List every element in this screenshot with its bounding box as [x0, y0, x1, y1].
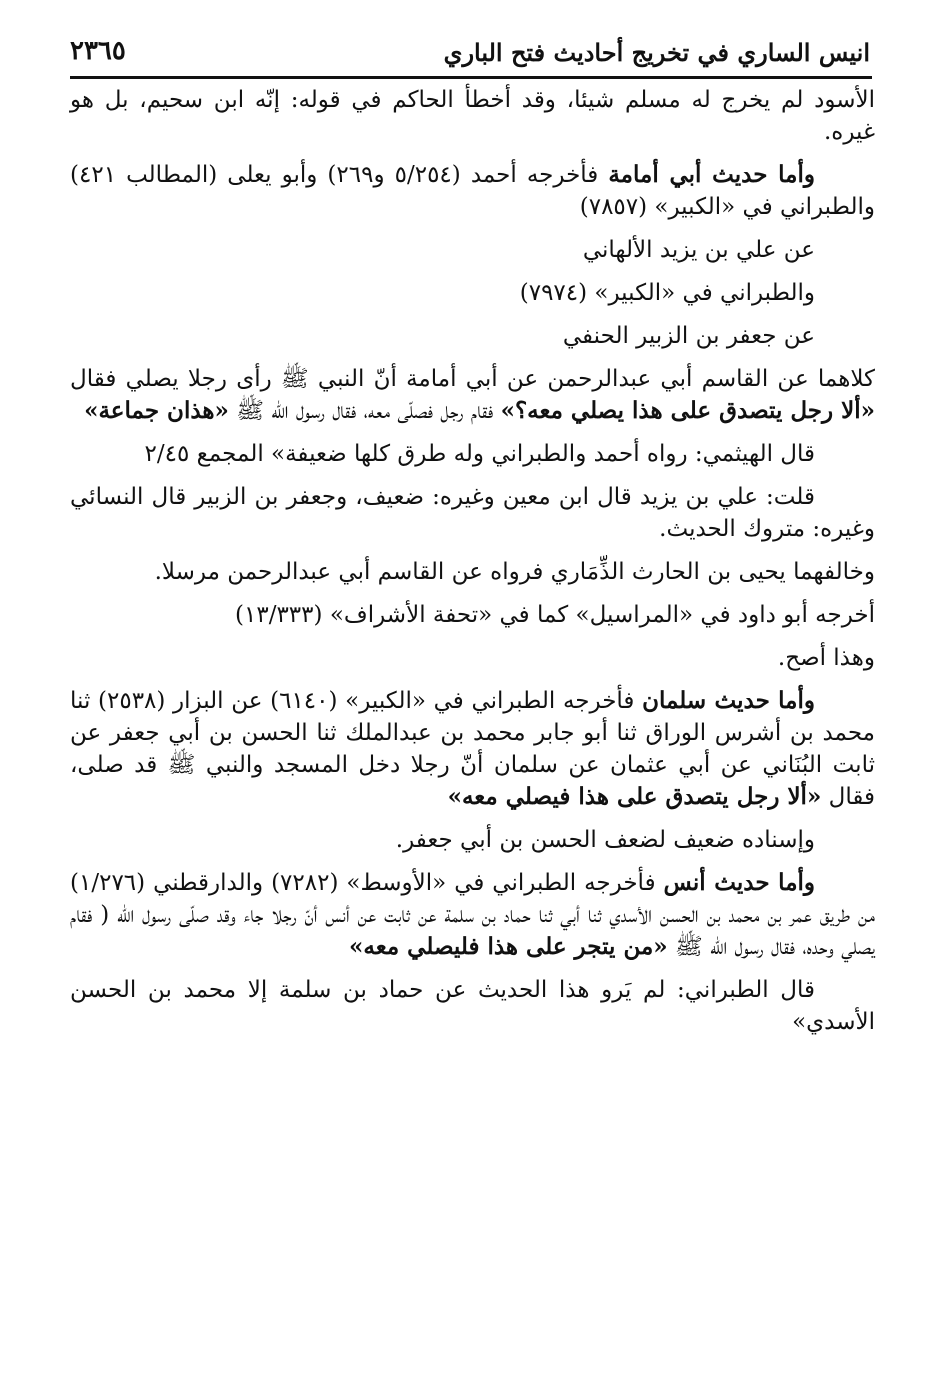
- text-run: وهذا أصح.: [777, 645, 875, 671]
- paragraph-5: [70, 320, 875, 352]
- hadith-quote: «هذان جماعة»: [84, 397, 229, 424]
- text-run: فأخرجه الطبراني في «الأوسط» (٧٢٨٢) والدارقطني (١/٢٧٦) من طريق عمر بن محمد بن الحسن الأسدي ثنا أبي ثنا حماد بن سلمة عن ثابت عن أنس أنّ رجلا جاء وقد صلّى رسول الله ( فقام يصلي وحده، فقال رسول الله ﷺ: [70, 870, 875, 960]
- paragraph-3: [70, 234, 875, 266]
- text-run: كلاهما عن القاسم أبي عبدالرحمن عن أبي أمامة أنّ النبي ﷺ رأى رجلا يصلي فقال: [70, 366, 875, 392]
- paragraph-10: [70, 599, 875, 631]
- text-run: قال الطبراني: لم يَرو هذا الحديث عن حماد بن سلمة إلا محمد بن الحسن الأسدي»: [70, 977, 875, 1035]
- paragraph-1: [70, 84, 875, 148]
- text-run: والطبراني في «الكبير» (٧٩٧٤): [519, 280, 815, 306]
- paragraph-4: [70, 277, 875, 309]
- paragraph-12: [70, 685, 875, 813]
- paragraph-6: [70, 363, 875, 427]
- header-rule: [70, 76, 872, 79]
- text-run: فأخرجه أحمد (٥/٢٥٤ و٢٦٩) وأبو يعلى (المطالب ٤٢١) والطبراني في «الكبير» (٧٨٥٧): [70, 162, 875, 220]
- hadith-quote: «ألا رجل يتصدق على هذا يصلي معه؟»: [500, 397, 875, 424]
- paragraph-15: [70, 974, 875, 1038]
- text-run: قلت: علي بن يزيد قال ابن معين وغيره: ضعيف، وجعفر بن الزبير قال النسائي وغيره: متروك الحديث.: [70, 484, 875, 542]
- page-number: ٢٣٦٥: [70, 36, 126, 66]
- hadith-quote: «من يتجر على هذا فليصلي معه»: [349, 933, 668, 960]
- text-run: قال الهيثمي: رواه أحمد والطبراني وله طرق كلها ضعيفة» المجمع ٢/٤٥: [144, 441, 815, 467]
- main-text: [70, 84, 875, 1049]
- paragraph-9: [70, 556, 875, 588]
- text-run: فأخرجه الطبراني في «الكبير» (٦١٤٠) عن البزار (٢٥٣٨) ثنا محمد بن أشرس الوراق ثنا أبو جابر محمد بن عبدالملك ثنا الحسن بن أبي جعفر عن ثابت البُنَاني عن أبي عثمان عن سلمان أنّ رجلا دخل المسجد والنبي ﷺ قد صلى، فقال: [70, 688, 875, 810]
- running-header: [70, 30, 870, 74]
- text-run: عن جعفر بن الزبير الحنفي: [562, 323, 815, 349]
- text-run: أخرجه أبو داود في «المراسيل» كما في «تحفة الأشراف» (١٣/٣٣٣): [235, 602, 875, 628]
- text-run: وإسناده ضعيف لضعف الحسن بن أبي جعفر.: [395, 827, 815, 853]
- paragraph-8: [70, 481, 875, 545]
- paragraph-14: [70, 867, 875, 963]
- paragraph-2: [70, 159, 875, 223]
- paragraph-13: [70, 824, 875, 856]
- hadith-quote: «ألا رجل يتصدق على هذا فيصلي معه»: [447, 783, 822, 810]
- paragraph-7: [70, 438, 875, 470]
- section-lead: وأما حديث أنس: [663, 869, 816, 896]
- text-run: الأسود لم يخرج له مسلم شيئا، وقد أخطأ الحاكم في قوله: إنّه ابن سحيم، بل هو غيره.: [70, 87, 875, 145]
- text-run: وخالفهما يحيى بن الحارث الذِّمَاري فرواه عن القاسم أبي عبدالرحمن مرسلا.: [154, 559, 875, 585]
- section-lead: وأما حديث سلمان: [642, 687, 815, 714]
- running-title: انيس الساري في تخريج أحاديث فتح الباري: [443, 38, 870, 67]
- text-run: فقام رجل فصلّى معه، فقال رسول الله ﷺ: [228, 398, 501, 424]
- paragraph-11: [70, 642, 875, 674]
- text-run: عن علي بن يزيد الألهاني: [582, 237, 815, 263]
- section-lead: وأما حديث أبي أمامة: [608, 161, 815, 188]
